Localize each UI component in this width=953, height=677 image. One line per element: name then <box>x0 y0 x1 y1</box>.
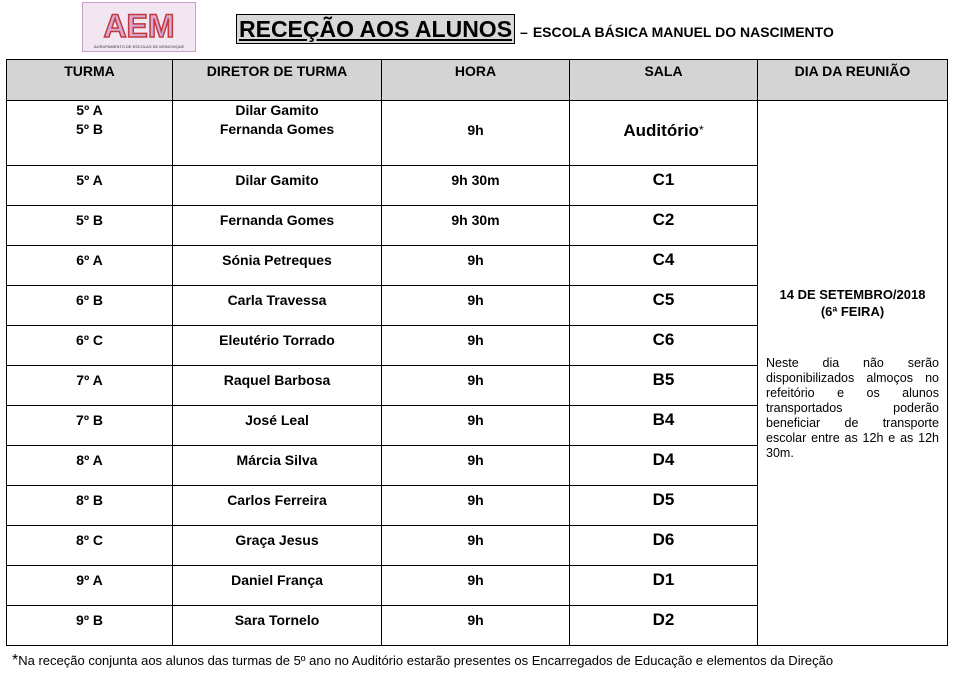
hora-cell: 9h <box>382 526 570 566</box>
hora-cell: 9h <box>382 486 570 526</box>
meeting-note: Neste dia não serão disponibilizados almoços no refeitório e os alunos transportados poderão beneficiar de transporte escolar entre as 12h e as 12h 30m. <box>766 355 939 460</box>
diretor-line: Fernanda Gomes <box>219 121 335 137</box>
meeting-date: 14 DE SETEMBRO/2018 <box>779 286 926 302</box>
logo-letters: AEM <box>103 8 175 44</box>
sala-cell: D1 <box>570 566 758 606</box>
hora-cell: 9h 30m <box>382 206 570 246</box>
diretor-cell <box>173 101 382 166</box>
sala-cell: B4 <box>570 406 758 446</box>
hora-cell: 9h <box>382 366 570 406</box>
footnote-asterisk: * <box>12 652 19 669</box>
diretor-cell: Raquel Barbosa <box>173 366 382 406</box>
turma-cell: 6º B <box>7 286 173 326</box>
diretor-cell: Fernanda Gomes <box>173 206 382 246</box>
diretor-cell: Márcia Silva <box>173 446 382 486</box>
turma-line: 5º B <box>76 121 103 137</box>
hora-cell: 9h <box>382 566 570 606</box>
turma-cell: 8º C <box>7 526 173 566</box>
table-header-row <box>7 60 948 101</box>
title-separator: – <box>520 24 528 40</box>
diretor-cell: Dilar Gamito <box>173 166 382 206</box>
diretor-cell: Eleutério Torrado <box>173 326 382 366</box>
hora-cell: 9h <box>382 101 570 166</box>
sala-cell: D6 <box>570 526 758 566</box>
turma-cell: 5º A <box>7 166 173 206</box>
column-header-sala: SALA <box>570 60 758 101</box>
turma-cell: 8º A <box>7 446 173 486</box>
diretor-cell: Daniel França <box>173 566 382 606</box>
reception-table <box>6 59 948 646</box>
sala-cell: B5 <box>570 366 758 406</box>
sala-cell: C1 <box>570 166 758 206</box>
hora-cell: 9h <box>382 246 570 286</box>
sala-cell: C5 <box>570 286 758 326</box>
school-logo <box>82 2 196 52</box>
turma-cell: 5º B <box>7 206 173 246</box>
table-row <box>7 101 948 166</box>
page-header <box>236 14 834 44</box>
hora-cell: 9h <box>382 406 570 446</box>
turma-cell: 6º C <box>7 326 173 366</box>
diretor-cell: Sónia Petreques <box>173 246 382 286</box>
footnote <box>12 652 833 670</box>
diretor-cell: José Leal <box>173 406 382 446</box>
hora-cell: 9h 30m <box>382 166 570 206</box>
turma-cell: 9º A <box>7 566 173 606</box>
footnote-text: Na receção conjunta aos alunos das turmas de 5º ano no Auditório estarão presentes os Encarregados de Educação e elementos da Direção <box>18 653 834 668</box>
column-header-diretor: DIRETOR DE TURMA <box>173 60 382 101</box>
sala-cell: C4 <box>570 246 758 286</box>
dia-cell <box>758 101 948 646</box>
hora-cell: 9h <box>382 326 570 366</box>
hora-cell: 9h <box>382 286 570 326</box>
diretor-line: Dilar Gamito <box>235 102 319 118</box>
logo-caption: AGRUPAMENTO DE ESCOLAS DE MONCHIQUE <box>93 44 185 49</box>
turma-cell: 6º A <box>7 246 173 286</box>
sala-asterisk: * <box>698 123 704 137</box>
sala-cell: C2 <box>570 206 758 246</box>
turma-cell: 7º A <box>7 366 173 406</box>
column-header-turma: TURMA <box>7 60 173 101</box>
page-title: RECEÇÃO AOS ALUNOS <box>236 14 515 44</box>
column-header-dia: DIA DA REUNIÃO <box>758 60 948 101</box>
diretor-cell: Carlos Ferreira <box>173 486 382 526</box>
meeting-weekday: (6ª FEIRA) <box>820 303 885 319</box>
turma-line: 5º A <box>76 102 103 118</box>
turma-cell: 8º B <box>7 486 173 526</box>
diretor-cell: Carla Travessa <box>173 286 382 326</box>
turma-cell: 9º B <box>7 606 173 646</box>
diretor-cell: Sara Tornelo <box>173 606 382 646</box>
column-header-hora: HORA <box>382 60 570 101</box>
hora-cell: 9h <box>382 446 570 486</box>
sala-cell: D5 <box>570 486 758 526</box>
sala-name: Auditório <box>623 121 699 140</box>
sala-cell <box>570 101 758 166</box>
diretor-cell: Graça Jesus <box>173 526 382 566</box>
sala-cell: D2 <box>570 606 758 646</box>
turma-cell: 7º B <box>7 406 173 446</box>
sala-cell: D4 <box>570 446 758 486</box>
sala-cell: C6 <box>570 326 758 366</box>
turma-cell <box>7 101 173 166</box>
school-name: ESCOLA BÁSICA MANUEL DO NASCIMENTO <box>532 24 834 40</box>
hora-cell: 9h <box>382 606 570 646</box>
